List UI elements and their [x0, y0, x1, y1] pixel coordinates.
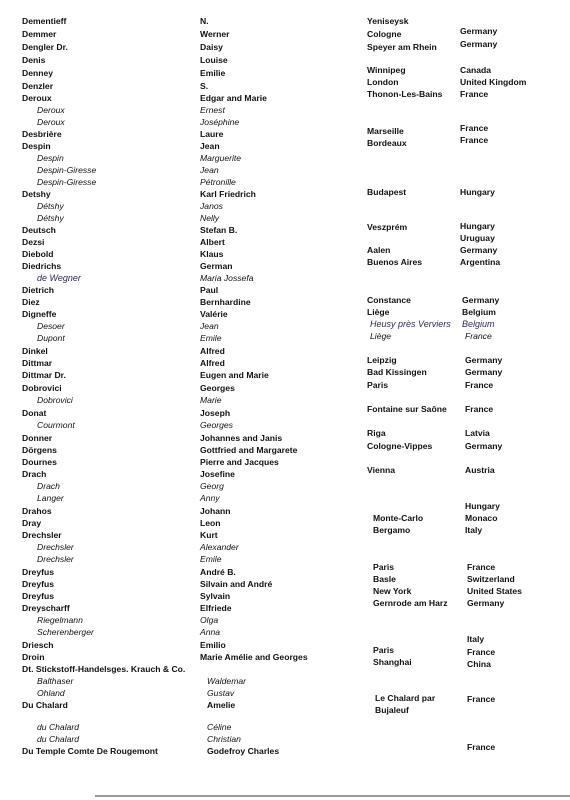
country-entry: Germany — [467, 598, 505, 608]
surname-entry: Donner — [22, 433, 53, 443]
city-entry: Gernrode am Harz — [373, 598, 448, 608]
country-entry: Switzerland — [467, 574, 515, 584]
surname-entry: Despin-Giresse — [37, 177, 97, 187]
surname-entry: Détshy — [37, 213, 64, 223]
surname-entry: Ohland — [37, 688, 65, 698]
given-name-entry: Marie — [200, 395, 222, 405]
given-name-entry: Valérie — [200, 309, 228, 319]
given-name-entry: Stefan B. — [200, 225, 238, 235]
given-name-entry: Kurt — [200, 530, 218, 540]
given-name-entry: Eugen and Marie — [200, 370, 269, 380]
surname-entry: Courmont — [37, 420, 75, 430]
given-name-entry: Emile — [200, 554, 222, 564]
surname-entry: Scherenberger — [37, 627, 94, 637]
city-entry: Thonon-Les-Bains — [367, 89, 443, 99]
given-name-entry: Leon — [200, 518, 221, 528]
country-entry: France — [460, 135, 489, 145]
given-name-entry: Alfred — [200, 346, 225, 356]
surname-entry: Dournes — [22, 457, 57, 467]
city-entry: Budapest — [367, 187, 407, 197]
given-name-entry: Silvain and André — [200, 579, 273, 589]
country-entry: Belgium — [462, 307, 496, 317]
city-entry: Cologne-Vippes — [367, 441, 433, 451]
given-name-entry: Christian — [207, 734, 241, 744]
given-name-entry: Godefroy Charles — [207, 746, 280, 756]
given-name-entry: Alexander — [200, 542, 239, 552]
surname-entry: Driesch — [22, 640, 54, 650]
surname-entry: Dittmar — [22, 358, 53, 368]
country-entry: Austria — [465, 465, 495, 475]
given-name-entry: Olga — [200, 615, 219, 625]
given-name-entry: Karl Friedrich — [200, 189, 256, 199]
country-entry: Hungary — [460, 221, 495, 231]
surname-entry: Drechsler — [22, 530, 62, 540]
surname-entry: Dreyfus — [22, 567, 54, 577]
surname-entry: Du Temple Comte De Rougemont — [22, 746, 158, 756]
surname-entry: Deroux — [37, 117, 65, 127]
given-name-entry: Werner — [200, 29, 230, 39]
country-entry: Germany — [465, 367, 503, 377]
city-entry: Riga — [367, 428, 386, 438]
given-name-entry: Anna — [200, 627, 221, 637]
city-entry: New York — [373, 586, 412, 596]
given-name-entry: Emilie — [200, 68, 226, 78]
given-name-entry: Johann — [200, 506, 231, 516]
given-name-entry: Edgar and Marie — [200, 93, 267, 103]
surname-entry: Dezsi — [22, 237, 45, 247]
given-name-entry: Anny — [200, 493, 220, 503]
country-entry: Germany — [460, 39, 498, 49]
city-entry: Buenos Aires — [367, 257, 423, 267]
given-name-entry: Gottfried and Margarete — [200, 445, 298, 455]
surname-entry: Deroux — [37, 105, 65, 115]
city-entry: Leipzig — [367, 355, 397, 365]
given-name-entry: Jean — [200, 321, 219, 331]
given-name-entry: Amelie — [207, 700, 236, 710]
surname-entry: Détshy — [37, 201, 64, 211]
country-entry: France — [467, 742, 496, 752]
given-name-entry: Nelly — [200, 213, 220, 223]
city-entry: Aalen — [367, 245, 391, 255]
city-entry: Yeniseysk — [367, 16, 409, 26]
given-name-entry: Emilio — [200, 640, 226, 650]
surname-entry: Denney — [22, 68, 54, 78]
city-entry: Paris — [367, 380, 389, 390]
given-name-entry: Georges — [200, 383, 235, 393]
surname-entry: Digneffe — [22, 309, 57, 319]
city-entry: Heusy près Verviers — [370, 319, 451, 329]
surname-entry: du Chalard — [37, 722, 80, 732]
surname-entry: Dietrich — [22, 285, 54, 295]
surname-entry: Despin — [22, 141, 51, 151]
surname-entry: Dt. Stickstoff-Handelsges. Krauch & Co. — [22, 664, 186, 674]
city-entry: Monte-Carlo — [373, 513, 424, 523]
city-entry: Fontaine sur Saône — [367, 404, 447, 414]
surname-entry: Dray — [22, 518, 42, 528]
city-entry: Liège — [370, 331, 392, 341]
country-entry: France — [465, 404, 494, 414]
city-entry: Constance — [367, 295, 411, 305]
given-name-entry: Laure — [200, 129, 224, 139]
country-entry: Germany — [460, 245, 498, 255]
surname-entry: Drach — [37, 481, 60, 491]
country-entry: Germany — [465, 355, 503, 365]
surname-entry: Despin — [37, 153, 64, 163]
surname-entry: Dobrovici — [37, 395, 73, 405]
city-entry: Paris — [373, 645, 395, 655]
given-name-entry: Janos — [200, 201, 223, 211]
surname-entry: Despin-Giresse — [37, 165, 97, 175]
surname-entry: Diez — [22, 297, 40, 307]
given-name-entry: Klaus — [200, 249, 224, 259]
city-entry: Bad Kissingen — [367, 367, 427, 377]
country-entry: Hungary — [465, 501, 500, 511]
given-name-entry: André B. — [200, 567, 236, 577]
surname-entry: Dreyfus — [22, 579, 54, 589]
given-name-entry: Jean — [200, 165, 219, 175]
given-name-entry: S. — [200, 81, 209, 91]
given-name-entry: Céline — [207, 722, 232, 732]
country-entry: United Kingdom — [460, 77, 527, 87]
given-name-entry: Elfriede — [200, 603, 232, 613]
city-entry: Bordeaux — [367, 138, 407, 148]
given-name-entry: Waldemar — [207, 676, 247, 686]
city-entry: Le Chalard par — [375, 693, 436, 703]
given-name-entry: Daisy — [200, 42, 223, 52]
given-name-entry: Johannes and Janis — [200, 433, 283, 443]
bottom-rule — [95, 795, 570, 797]
surname-entry: Drechsler — [37, 554, 74, 564]
surname-entry: Balthaser — [37, 676, 74, 686]
surname-entry: Diebold — [22, 249, 54, 259]
surname-entry: Demmer — [22, 29, 57, 39]
given-name-entry: Sylvain — [200, 591, 231, 601]
city-entry: Veszprém — [367, 222, 408, 232]
surname-entry: Deroux — [22, 93, 52, 103]
surname-entry: Du Chalard — [22, 700, 68, 710]
given-name-entry: Marie Amélie and Georges — [200, 652, 308, 662]
country-entry: Hungary — [460, 187, 495, 197]
surname-entry: Denzler — [22, 81, 54, 91]
surname-entry: du Chalard — [37, 734, 80, 744]
city-entry: Bujaleuf — [375, 705, 409, 715]
country-entry: France — [460, 89, 489, 99]
city-entry: London — [367, 77, 399, 87]
country-entry: Uruguay — [460, 233, 495, 243]
surname-entry: Dupont — [37, 333, 65, 343]
country-entry: France — [467, 694, 496, 704]
country-entry: Germany — [465, 441, 503, 451]
surname-entry: Dobrovici — [22, 383, 62, 393]
given-name-entry: Bernhardine — [200, 297, 251, 307]
surname-entry: Deutsch — [22, 225, 56, 235]
given-name-entry: Gustav — [207, 688, 235, 698]
country-entry: France — [467, 562, 496, 572]
given-name-entry: N. — [200, 16, 209, 26]
surname-entry: Dreyfus — [22, 591, 54, 601]
surname-entry: Dittmar Dr. — [22, 370, 66, 380]
surname-entry: Denis — [22, 55, 46, 65]
given-name-entry: Alfred — [200, 358, 225, 368]
country-entry: Monaco — [465, 513, 498, 523]
surname-entry: Drechsler — [37, 542, 74, 552]
given-name-entry: Pierre and Jacques — [200, 457, 279, 467]
surname-entry: Desbrière — [22, 129, 62, 139]
given-name-entry: Georges — [200, 420, 233, 430]
surname-entry: Dementieff — [22, 16, 67, 26]
given-name-entry: Georg — [200, 481, 224, 491]
country-entry: Germany — [462, 295, 500, 305]
surname-entry: Dengler Dr. — [22, 42, 68, 52]
given-name-entry: German — [200, 261, 233, 271]
surname-entry: Drach — [22, 469, 47, 479]
country-entry: Belgium — [462, 319, 495, 329]
surname-entry: de Wegner — [37, 273, 81, 283]
country-entry: France — [465, 331, 492, 341]
surname-entry: Dreyscharff — [22, 603, 70, 613]
surname-entry: Riegelmann — [37, 615, 83, 625]
surname-entry: Detshy — [22, 189, 51, 199]
surname-entry: Langer — [37, 493, 64, 503]
country-entry: Germany — [460, 26, 498, 36]
given-name-entry: Maria Jossefa — [200, 273, 254, 283]
given-name-entry: Louise — [200, 55, 228, 65]
surname-entry: Dinkel — [22, 346, 48, 356]
given-name-entry: Joseph — [200, 408, 231, 418]
given-name-entry: Josefine — [200, 469, 235, 479]
surname-entry: Diedrichs — [22, 261, 62, 271]
city-entry: Bergamo — [373, 525, 411, 535]
city-entry: Basle — [373, 574, 396, 584]
given-name-entry: Ernest — [200, 105, 225, 115]
country-entry: France — [460, 123, 489, 133]
given-name-entry: Marguerite — [200, 153, 242, 163]
country-entry: France — [465, 380, 494, 390]
country-entry: Italy — [467, 634, 485, 644]
city-entry: Marseille — [367, 126, 404, 136]
city-entry: Shanghai — [373, 657, 412, 667]
city-entry: Winnipeg — [367, 65, 406, 75]
surname-entry: Donat — [22, 408, 47, 418]
surname-entry: Desoer — [37, 321, 65, 331]
given-name-entry: Emile — [200, 333, 222, 343]
country-entry: China — [467, 659, 491, 669]
country-entry: United States — [467, 586, 522, 596]
city-entry: Paris — [373, 562, 395, 572]
city-entry: Speyer am Rhein — [367, 42, 437, 52]
surname-entry: Droin — [22, 652, 45, 662]
given-name-entry: Joséphine — [200, 117, 240, 127]
country-entry: Italy — [465, 525, 483, 535]
surname-entry: Dörgens — [22, 445, 57, 455]
country-entry: Canada — [460, 65, 492, 75]
given-name-entry: Paul — [200, 285, 219, 295]
surname-entry: Drahos — [22, 506, 52, 516]
country-entry: France — [467, 647, 496, 657]
country-entry: Argentina — [460, 257, 501, 267]
given-name-entry: Albert — [200, 237, 225, 247]
city-entry: Cologne — [367, 29, 402, 39]
country-entry: Latvia — [465, 428, 490, 438]
city-entry: Vienna — [367, 465, 396, 475]
given-name-entry: Jean — [200, 141, 220, 151]
given-name-entry: Pétronille — [200, 177, 236, 187]
city-entry: Liège — [367, 307, 390, 317]
